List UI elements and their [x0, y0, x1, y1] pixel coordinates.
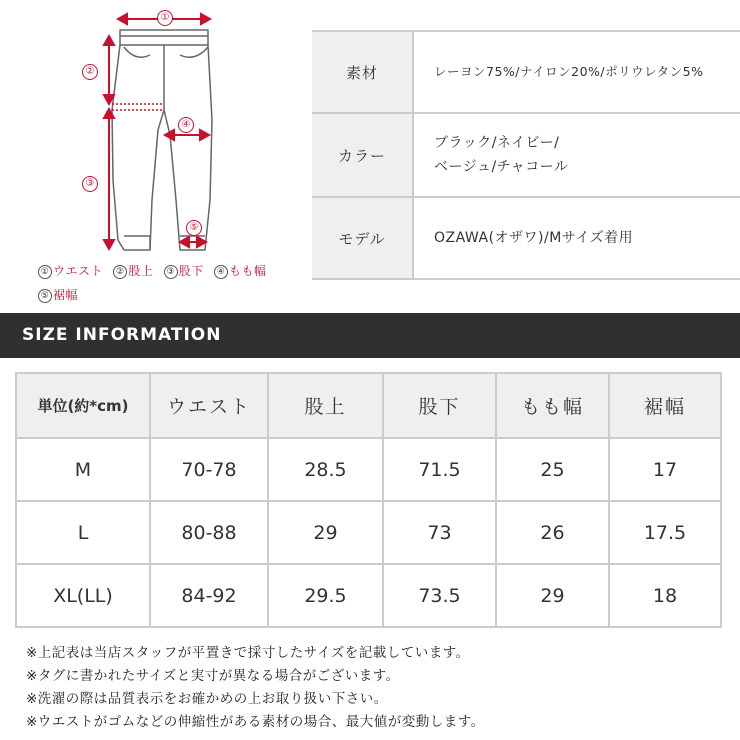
header-inseam: 股下: [383, 373, 496, 438]
size-label: XL(LL): [16, 564, 150, 627]
table-cell: 80-88: [150, 501, 268, 564]
spec-key-material: 素材: [312, 32, 414, 112]
table-cell: 73.5: [383, 564, 496, 627]
table-cell: 73: [383, 501, 496, 564]
table-cell: 29: [496, 564, 609, 627]
legend-item-thigh: ④ もも幅: [214, 264, 267, 278]
table-row: [16, 438, 721, 501]
size-label: L: [16, 501, 150, 564]
table-cell: 26: [496, 501, 609, 564]
spec-value-color: [414, 114, 740, 196]
table-cell: 25: [496, 438, 609, 501]
note-line: ※上記表は当店スタッフが平置きで採寸したサイズを記載しています。: [26, 645, 470, 661]
header-unit: 単位(約*cm): [16, 373, 150, 438]
note-line: ※ウエストがゴムなどの伸縮性がある素材の場合、最大値が変動します。: [26, 714, 485, 730]
diagram-legend-row2: [38, 286, 84, 303]
table-cell: 17: [609, 438, 721, 501]
table-cell: 29: [268, 501, 383, 564]
size-table-header-row: [16, 373, 721, 438]
spec-value-line: レーヨン75%/ナイロン20%/ポリウレタン5%: [434, 64, 704, 79]
legend-item-rise: ② 股上: [113, 264, 153, 278]
diagram-legend: [38, 262, 273, 279]
spec-value-line: ブラック/ネイビー/: [434, 135, 560, 151]
spec-value-model: [414, 198, 740, 278]
size-table: [15, 372, 722, 628]
table-cell: 18: [609, 564, 721, 627]
product-spec-table: [312, 30, 740, 280]
header-rise: 股上: [268, 373, 383, 438]
size-label: M: [16, 438, 150, 501]
header-thigh: もも幅: [496, 373, 609, 438]
spec-value-material: [414, 32, 740, 112]
table-cell: 84-92: [150, 564, 268, 627]
spec-key-color: カラー: [312, 114, 414, 196]
marker-rise: ②: [82, 64, 98, 80]
marker-hem: ⑤: [186, 220, 202, 236]
table-row: [16, 501, 721, 564]
table-cell: 17.5: [609, 501, 721, 564]
table-cell: 71.5: [383, 438, 496, 501]
pants-measurement-diagram: [0, 0, 300, 310]
table-cell: 70-78: [150, 438, 268, 501]
table-cell: 28.5: [268, 438, 383, 501]
legend-item-hem: ⑤ 裾幅: [38, 288, 78, 302]
spec-row-material: [312, 30, 740, 114]
table-row: [16, 564, 721, 627]
size-notes: [26, 642, 485, 734]
spec-key-model: モデル: [312, 198, 414, 278]
note-line: ※洗濯の際は品質表示をお確かめの上お取り扱い下さい。: [26, 691, 388, 707]
marker-waist: ①: [157, 10, 173, 26]
spec-value-line: OZAWA(オザワ)/Mサイズ着用: [434, 230, 634, 246]
size-information-banner: [0, 313, 740, 358]
banner-title: SIZE INFORMATION: [22, 325, 222, 345]
spec-row-color: [312, 114, 740, 198]
table-cell: 29.5: [268, 564, 383, 627]
legend-item-inseam: ③ 股下: [164, 264, 204, 278]
spec-value-line: ベージュ/チャコール: [434, 159, 569, 175]
legend-item-waist: ① ウエスト: [38, 264, 103, 278]
marker-thigh: ④: [178, 117, 194, 133]
spec-row-model: [312, 198, 740, 280]
header-waist: ウエスト: [150, 373, 268, 438]
marker-inseam: ③: [82, 176, 98, 192]
header-hem: 裾幅: [609, 373, 721, 438]
note-line: ※タグに書かれたサイズと実寸が異なる場合がございます。: [26, 668, 400, 684]
